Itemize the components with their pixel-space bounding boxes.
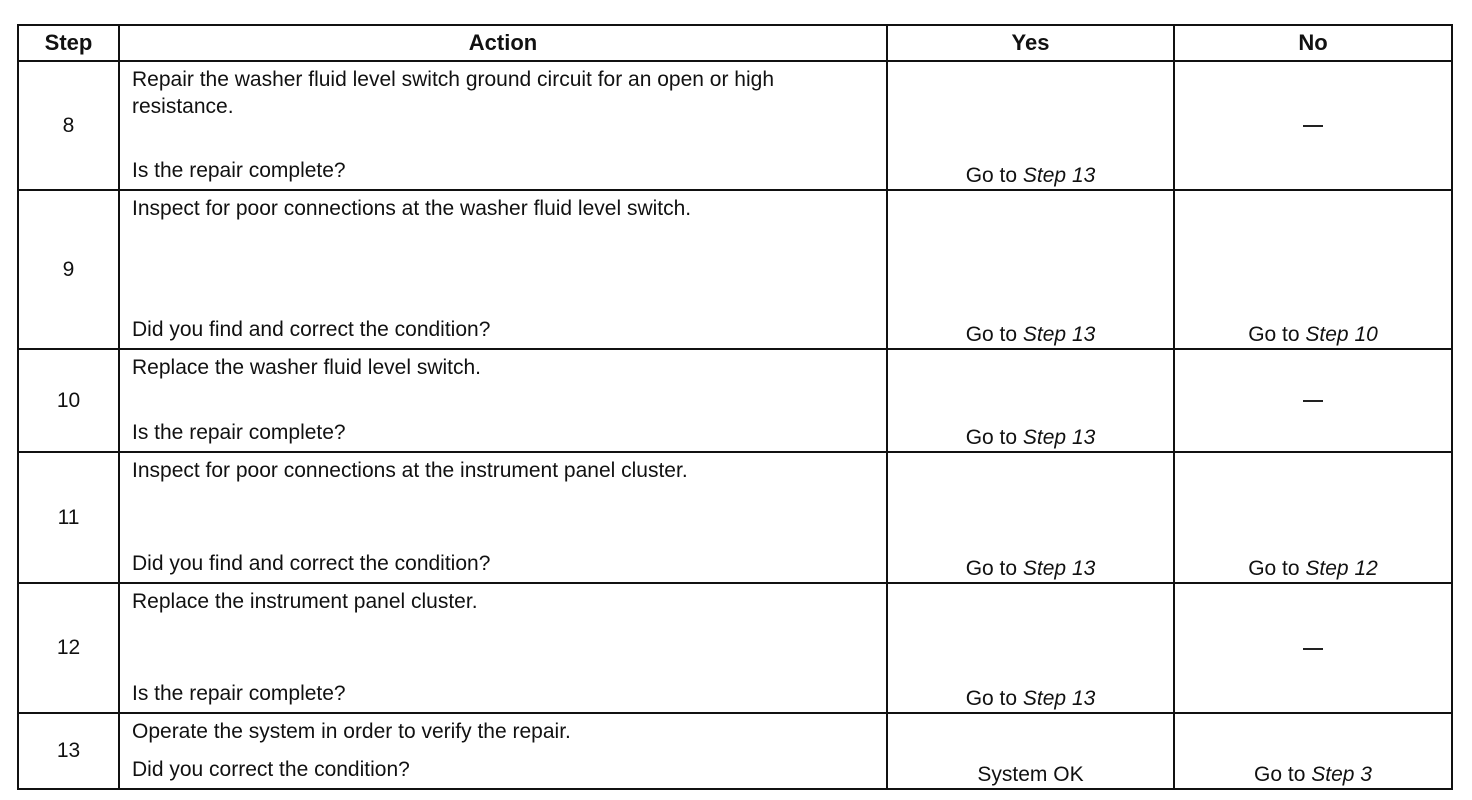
step-number: 12	[18, 583, 119, 713]
action-cell	[119, 61, 887, 190]
no-step-link[interactable]: Step 10	[1305, 323, 1378, 346]
yes-prefix: Go to	[965, 426, 1018, 449]
yes-prefix: Go to	[965, 687, 1018, 710]
no-prefix: Go to	[1248, 557, 1300, 580]
header-step: Step	[18, 25, 119, 61]
table-row	[18, 349, 1452, 452]
step-number: 10	[18, 349, 119, 452]
action-text: Operate the system in order to verify the repair.	[132, 720, 571, 743]
action-cell	[119, 349, 887, 452]
no-cell	[1174, 190, 1452, 349]
action-question: Is the repair complete?	[132, 682, 346, 705]
not-applicable-dash	[1303, 125, 1323, 127]
action-question: Did you find and correct the condition?	[132, 318, 491, 341]
header-no: No	[1174, 25, 1452, 61]
no-cell	[1174, 452, 1452, 583]
no-cell	[1174, 349, 1452, 452]
no-cell	[1174, 713, 1452, 789]
table-row	[18, 190, 1452, 349]
yes-cell	[887, 349, 1174, 452]
action-question: Did you correct the condition?	[132, 758, 410, 781]
step-number: 11	[18, 452, 119, 583]
action-cell	[119, 452, 887, 583]
action-text: Replace the instrument panel cluster.	[132, 590, 478, 613]
action-text: Replace the washer fluid level switch.	[132, 356, 482, 379]
no-prefix: Go to	[1248, 323, 1300, 346]
header-yes: Yes	[887, 25, 1174, 61]
no-step-link[interactable]: Step 12	[1305, 557, 1378, 580]
action-cell	[119, 713, 887, 789]
yes-step-link[interactable]: Step 13	[1022, 426, 1096, 449]
step-number: 8	[18, 61, 119, 190]
yes-prefix: Go to	[965, 164, 1018, 187]
header-action: Action	[119, 25, 887, 61]
yes-cell	[887, 61, 1174, 190]
action-cell	[119, 190, 887, 349]
step-number: 9	[18, 190, 119, 349]
table-row	[18, 583, 1452, 713]
header-row	[18, 25, 1452, 61]
action-question: Did you find and correct the condition?	[132, 552, 491, 575]
yes-result: System OK	[977, 763, 1084, 786]
table-row	[18, 61, 1452, 190]
action-text: Inspect for poor connections at the washer fluid level switch.	[132, 197, 692, 220]
action-text: Repair the washer fluid level switch ground circuit for an open or high resistance.	[132, 68, 775, 118]
yes-step-link[interactable]: Step 13	[1022, 557, 1096, 580]
no-step-link[interactable]: Step 3	[1311, 763, 1372, 786]
action-text: Inspect for poor connections at the instrument panel cluster.	[132, 459, 688, 482]
no-cell	[1174, 61, 1452, 190]
action-question: Is the repair complete?	[132, 421, 346, 444]
not-applicable-dash	[1303, 648, 1323, 650]
not-applicable-dash	[1303, 400, 1323, 402]
yes-prefix: Go to	[965, 323, 1018, 346]
no-cell	[1174, 583, 1452, 713]
yes-cell	[887, 452, 1174, 583]
action-question: Is the repair complete?	[132, 159, 346, 182]
diagnostic-table	[17, 24, 1453, 790]
yes-step-link[interactable]: Step 13	[1022, 687, 1096, 710]
yes-prefix: Go to	[965, 557, 1018, 580]
no-prefix: Go to	[1254, 763, 1306, 786]
table-row	[18, 713, 1452, 789]
yes-cell	[887, 713, 1174, 789]
step-number: 13	[18, 713, 119, 789]
action-cell	[119, 583, 887, 713]
table-row	[18, 452, 1452, 583]
yes-cell	[887, 190, 1174, 349]
yes-cell	[887, 583, 1174, 713]
yes-step-link[interactable]: Step 13	[1022, 323, 1096, 346]
yes-step-link[interactable]: Step 13	[1022, 164, 1096, 187]
